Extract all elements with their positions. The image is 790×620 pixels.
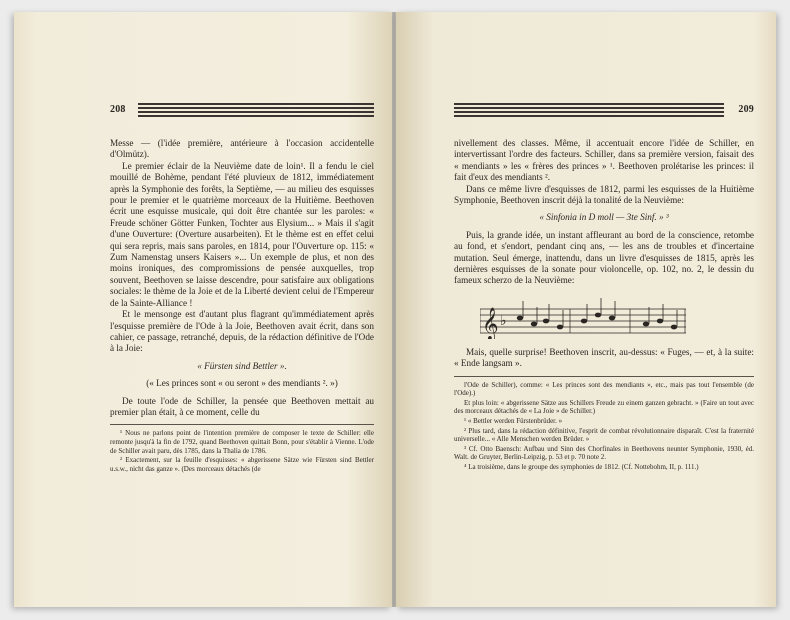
music-staff <box>480 295 686 339</box>
paragraph: Et le mensonge est d'autant plus flagrant qu'immédiatement après l'esquisse première de l'Ode à la Joie, Beethoven avait écrit, dans son cahier, ce passage, retranché, depuis, de la rédaction définitive de l'Ode à la Joie: <box>110 309 374 354</box>
page-number: 209 <box>738 104 754 115</box>
right-page-header <box>454 100 754 122</box>
footnote: ⁴ La troisième, dans le groupe des symphonies de 1812. (Cf. Nottebohm, II, p. 111.) <box>464 463 699 472</box>
paragraph: De toute l'ode de Schiller, la pensée que Beethoven mettait au premier plan était, à ce moment, celle du <box>110 395 374 417</box>
right-page-body <box>454 138 754 473</box>
flat-icon: ♭ <box>500 312 507 329</box>
header-rules <box>454 103 724 119</box>
quote: « Sinfonia in D moll — 3te Sinf. » ³ <box>539 212 669 223</box>
right-page <box>396 12 776 607</box>
paragraph: Messe — (l'idée première, antérieure à l'occasion accidentelle d'Olmütz). <box>110 138 374 160</box>
paragraph: Puis, la grande idée, un instant affleurant au bord de la conscience, retombe au fond, et s'endort, pendant cinq ans, — les ans de troubles et d'incertaine mutation. Seul émerge, inattendu, dans un livre d'esquisses de 1815, après les dernières esquisses de la sonate pour violoncelle, op. 102, no. 2, le dessin du fameux scherzo de la Neuvième: <box>454 229 754 286</box>
footnote: ³ Cf. Otto Baensch: Aufbau und Sinn des Chorfinales in Beethovens neunter Symphonie, 1930, éd. Walt. de Gruyter, Berlin-Leipzig, p. 53 et p. 70 note 2. <box>454 444 754 462</box>
footnotes <box>110 429 374 473</box>
footnote: ² Plus tard, dans la rédaction définitive, l'esprit de combat révolutionnaire disparaît. C'est la fraternité universelle... « Alle Menschen werden Brüder. » <box>454 426 754 444</box>
footnote: ¹ Nous ne parlons point de l'intention première de composer le texte de Schiller: elle remonte jusqu'à la fin de 1792, quand Beethoven quittait Bonn, pour s'établir à Vienne. L'ode de Schiller avait paru, dès 1785, dans la Thalia de 1786. <box>110 429 374 455</box>
paragraph: Mais, quelle surprise! Beethoven inscrit, au-dessus: « Fuges, — et, à la suite: « Ende langsam ». <box>454 346 754 369</box>
page-number: 208 <box>110 104 126 115</box>
footnote: l'Ode de Schiller), comme: « Les princes sont des mendiants », etc., mais pas tout l'ensemble (de l'Ode).) <box>454 380 754 398</box>
paragraph: Le premier éclair de la Neuvième date de loin¹. Il a fendu le ciel mouillé de Bohème, pendant l'été pluvieux de 1812, immédiatement après la Symphonie des forêts, la Septième, — au milieu des esquisses pour le premier et le quatrième morceaux de la Huitième. Beethoven écrit une esquisse musicale, qui doit être chantée sur les paroles: « Freude schöner Götter Funken, Tochter aus Elysium... » Mais il s'agit d'une Ouverture: (Overture ausarbeiten). Et le thème est en effet celui qui sera repris, mais sans paroles, en 1814, pour l'Ouverture op. 115: « Zum Namenstag unsers Kaisers »... Un exemple de plus, et non des moins ironiques, des compromissions de pensée auxquelles, trop souvent, Beethoven se laisse descendre, pour satisfaire aux obligations sociales: le thème de la Joie et de la Liberté devient celui de l'Empereur de la Sainte-Alliance ! <box>110 160 374 308</box>
left-page-body <box>110 138 374 474</box>
treble-clef-icon: 𝄞 <box>482 306 499 339</box>
footnote-rule <box>454 376 754 377</box>
quote-translation: (« Les princes sont « ou seront » des mendiants ². ») <box>146 378 338 389</box>
footnote-rule <box>110 424 374 425</box>
paragraph: nivellement des classes. Même, il accentuait encore l'idée de Schiller, en intervertissant l'ordre des facteurs. Schiller, dans sa première version, faisait des « mendiants » les « frères des princes » ¹. Beethoven prolétarise les princes: il fait d'eux des mendiants ². <box>454 138 754 183</box>
footnote: Et plus loin: « abgerissene Sätze aus Schillers Freude zu einem ganzen gebracht. » (Faire un tout avec des morceaux détachés de « La Joie » de Schiller.) <box>454 398 754 416</box>
music-notation <box>480 295 686 339</box>
header-rules <box>138 103 374 119</box>
quote: « Fürsten sind Bettler ». <box>197 360 287 371</box>
left-page-header <box>110 100 374 122</box>
footnote: ² Exactement, sur la feuille d'esquisses: « abgerissene Sätze wie Fürsten sind Bettler u.s.w., nicht das ganze ». (Des morceaux détachés (de <box>110 456 374 473</box>
footnotes <box>454 381 754 472</box>
left-page <box>14 12 392 607</box>
footnote: ¹ « Bettler werden Fürstenbrüder. » <box>464 417 563 426</box>
paragraph: Dans ce même livre d'esquisses de 1812, parmi les esquisses de la Huitième Symphonie, Beethoven inscrit déjà la tonalité de la Neuvième: <box>454 183 754 206</box>
